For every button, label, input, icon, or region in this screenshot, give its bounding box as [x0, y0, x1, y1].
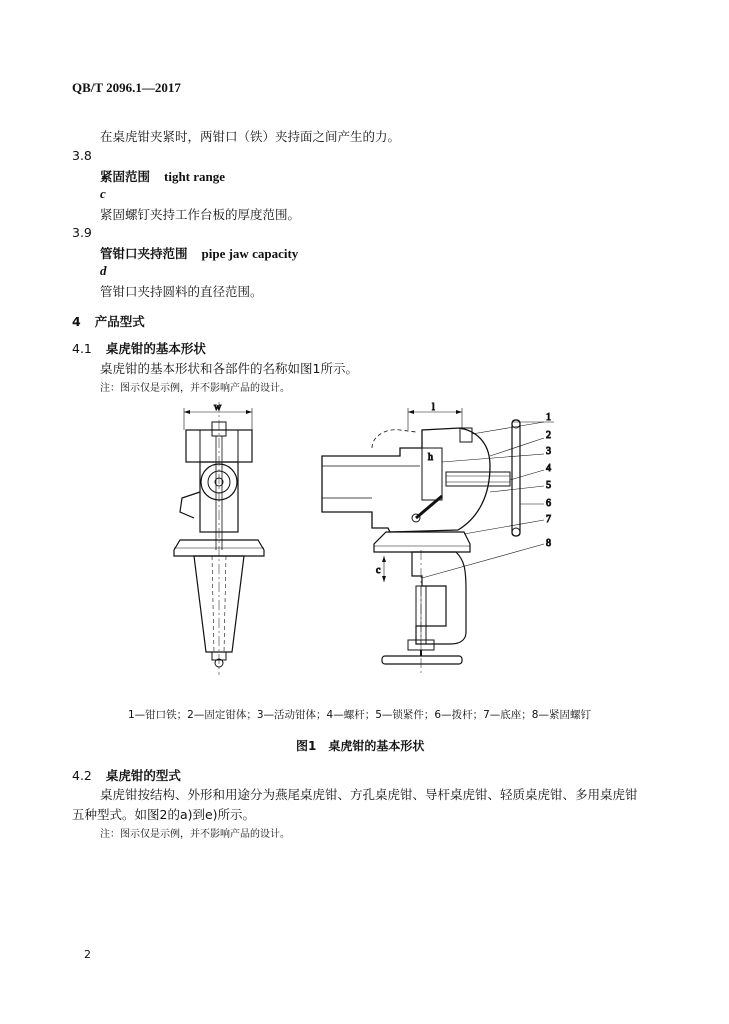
section-4-2-number: 4.2	[72, 768, 92, 783]
callout-7: 7	[546, 514, 551, 525]
paragraph-3-7-tail: 在桌虎钳夹紧时，两钳口（铁）夹持面之间产生的力。	[100, 129, 401, 144]
term-3-8-heading	[100, 167, 225, 185]
figure-1-legend: 1—钳口铁；2—固定钳体；3—活动钳体；4—螺杆；5—锁紧件；6—拨杆；7—底座；8—紧固螺钉	[128, 709, 591, 721]
term-3-8-definition: 紧固螺钉夹持工作台板的厚度范围。	[100, 207, 301, 222]
term-3-9-symbol: d	[100, 263, 107, 278]
dim-w-label: w	[214, 402, 222, 413]
vise-end-view	[174, 402, 264, 675]
section-4-number: 4	[72, 314, 81, 329]
section-4-2-body-line2: 五种型式。如图2的a)到e)所示。	[72, 807, 256, 822]
term-3-8-zh: 紧固范围	[100, 169, 151, 184]
section-4-2-body-line1: 桌虎钳按结构、外形和用途分为燕尾桌虎钳、方孔桌虎钳、导杆桌虎钳、轻质桌虎钳、多用桌虎钳	[100, 787, 638, 802]
dim-h-label: h	[428, 452, 433, 463]
section-4-1-note: 注：图示仅是示例，并不影响产品的设计。	[100, 383, 290, 394]
callout-1: 1	[546, 412, 551, 423]
callout-3: 3	[546, 446, 551, 457]
section-4-2-title: 桌虎钳的型式	[105, 768, 181, 783]
section-4-heading	[72, 312, 145, 330]
figure-1-vise-drawing	[160, 400, 580, 680]
section-4-1-body: 桌虎钳的基本形状和各部件的名称如图1所示。	[100, 361, 358, 376]
term-3-8-en: tight range	[164, 169, 226, 184]
term-3-9-number: 3.9	[72, 225, 92, 240]
term-3-9-en: pipe jaw capacity	[201, 246, 299, 261]
term-3-9-zh: 管钳口夹持范围	[100, 246, 188, 261]
term-3-9-heading	[100, 244, 298, 262]
section-4-title: 产品型式	[94, 314, 145, 329]
standard-code: QB/T 2096.1—2017	[72, 80, 181, 95]
vise-side-view	[322, 402, 520, 676]
figure-1-caption: 图1 桌虎钳的基本形状	[296, 739, 425, 753]
section-4-1-heading	[72, 339, 206, 357]
callout-8: 8	[546, 538, 551, 549]
callout-2: 2	[546, 430, 551, 441]
figure-1-callout-labels	[546, 412, 551, 549]
section-4-1-title: 桌虎钳的基本形状	[105, 341, 206, 356]
callout-6: 6	[546, 498, 551, 509]
term-3-8-number: 3.8	[72, 148, 92, 163]
callout-5: 5	[546, 480, 551, 491]
dim-c-label: c	[376, 565, 381, 576]
callout-4: 4	[546, 463, 551, 474]
page-number: 2	[84, 948, 91, 961]
term-3-9-definition: 管钳口夹持圆料的直径范围。	[100, 284, 263, 299]
section-4-2-note: 注：图示仅是示例，并不影响产品的设计。	[100, 829, 290, 840]
section-4-2-heading	[72, 766, 181, 784]
section-4-1-number: 4.1	[72, 341, 92, 356]
dim-l-label: l	[432, 402, 435, 413]
term-3-8-symbol: c	[100, 186, 106, 201]
